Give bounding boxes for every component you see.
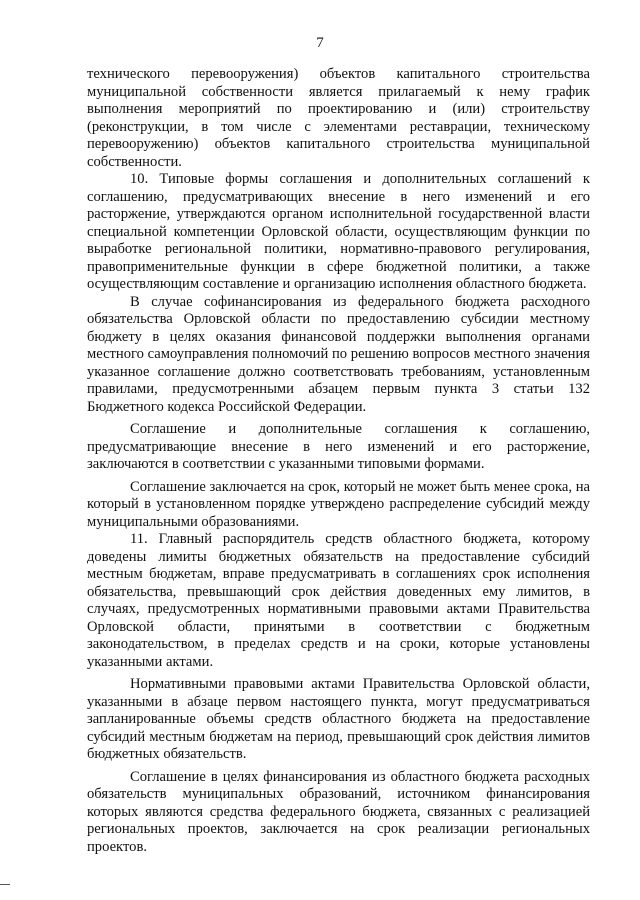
page-number: 7 xyxy=(316,35,324,51)
paragraph-cofinancing: В случае софинансирования из федерального бюджета расходного обязательства Орловской области по предоставлению субсидии местному бюджету в целях оказания финансовой поддержки выполнения органами местного самоуправления полномочий по решению вопросов местного значения указанное соглашение должно соответствовать требованиям, установленным правилами, предусмотренными абзацем первым пункта 3 статьи 132 Бюджетного кодекса Российской Федерации. xyxy=(87,293,590,415)
paragraph-item-11: 11. Главный распорядитель средств областного бюджета, которому доведены лимиты бюджетных обязательств на предоставление субсидий местным бюджетам, вправе предусматривать в соглашениях срок исполнения обязательства, превышающий срок действия доведенных ему лимитов, в случаях, предусмотренных нормативными правовыми актами Правительства Орловской области, принятыми в соответствии с бюджетным законодательством, в пределах средств и на сроки, которые установлены указанными актами. xyxy=(87,531,590,670)
margin-mark xyxy=(0,884,10,885)
paragraph-agreement-forms: Соглашение и дополнительные соглашения к соглашению, предусматривающие внесение в него изменений и его расторжение, заключаются в соответствии с указанными типовыми формами. xyxy=(87,421,590,472)
paragraph-agreement-term: Соглашение заключается на срок, который не может быть менее срока, на который в установленном порядке утверждено распределение субсидий между муниципальными образованиями. xyxy=(87,478,590,530)
paragraph-continuation: технического перевооружения) объектов капитального строительства муниципальной собственности является прилагаемый к нему график выполнения мероприятий по проектированию и (или) строительству (реконструкции, в том числе с элементами реставрации, техническому перевооружению) объектов капитального строительства муниципальной собственности. xyxy=(87,66,590,170)
paragraph-item-10: 10. Типовые формы соглашения и дополнительных соглашений к соглашению, предусматривающих внесение в него изменений и его расторжение, утверждаются органом исполнительной государственной власти специальной компетенции Орловской области, осуществляющим функции по выработке региональной политики, нормативно-правового регулирования, правоприменительные функции в сфере бюджетной политики, а также осуществляющим составление и организацию исполнения областного бюджета. xyxy=(87,171,590,292)
paragraph-normative-acts: Нормативными правовыми актами Правительства Орловской области, указанными в абзаце первом настоящего пункта, могут предусматриваться запланированные объемы средств областного бюджета на предоставление субсидий местным бюджетам на период, превышающий срок действия лимитов бюджетных обязательств. xyxy=(87,676,590,762)
document-body xyxy=(87,66,590,856)
paragraph-regional-projects: Соглашение в целях финансирования из областного бюджета расходных обязательств муниципальных образований, источником финансирования которых являются средства федерального бюджета, связанных с реализацией региональных проектов, заключается на срок реализации региональных проектов. xyxy=(87,768,590,855)
